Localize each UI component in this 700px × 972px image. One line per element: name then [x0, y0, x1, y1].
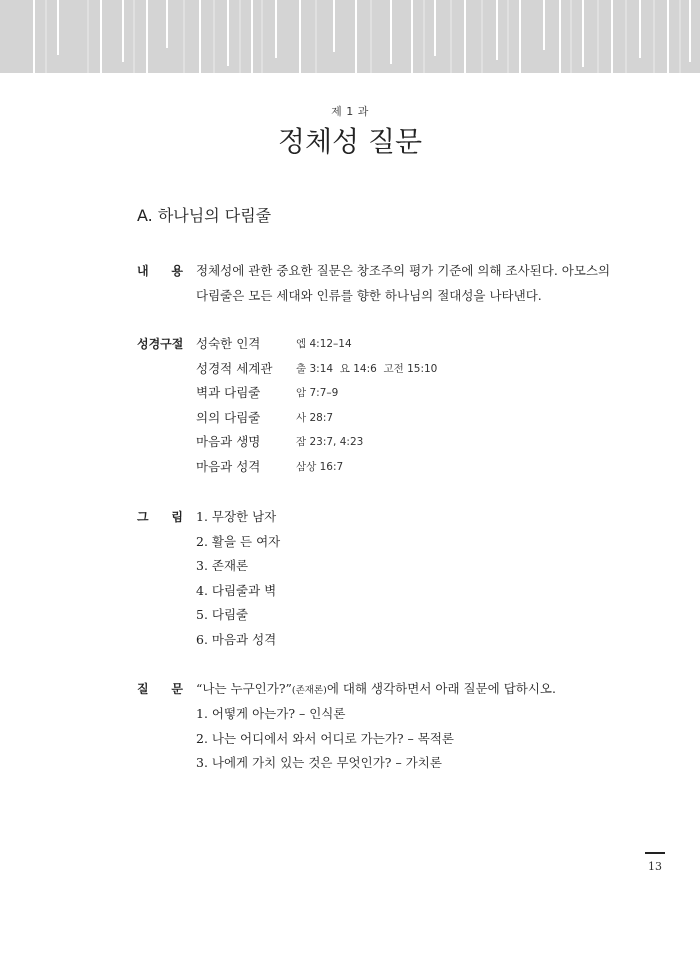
decorative-stripes [0, 0, 700, 73]
scripture-topic: 의의 다림줄 [196, 410, 261, 425]
picture-item: 3. 존재론 [196, 558, 249, 573]
questions-intro-quote: “나는 누구인가?” [196, 681, 292, 696]
content-line: 다림줄은 모든 세대와 인류를 향한 하나님의 절대성을 나타낸다. [196, 288, 542, 303]
scripture-ref: 암 7:7–9 [296, 387, 339, 399]
question-item: 2. 나는 어디에서 와서 어디로 가는가? – 목적론 [196, 731, 454, 746]
section-heading: A. 하나님의 다림줄 [137, 206, 272, 225]
scripture-topic: 마음과 성격 [196, 459, 261, 474]
content-label [137, 262, 183, 279]
scripture-topic: 벽과 다림줄 [196, 385, 261, 400]
picture-item: 4. 다림줄과 벽 [196, 583, 277, 598]
picture-item: 2. 활을 든 여자 [196, 534, 281, 549]
content-label-char: 내 [137, 264, 149, 278]
scripture-topic: 성경적 세계관 [196, 361, 273, 376]
scripture-label: 성경구절 [137, 337, 184, 351]
picture-item: 6. 마음과 성격 [196, 632, 277, 647]
questions-label [137, 680, 183, 697]
scripture-topic: 마음과 생명 [196, 434, 261, 449]
scripture-ref: 출 3:14 요 14:6 고전 15:10 [296, 363, 438, 375]
pictures-label-char: 그 [137, 510, 149, 524]
scripture-ref: 사 28:7 [296, 412, 334, 424]
picture-item: 5. 다림줄 [196, 607, 249, 622]
pictures-label-char: 림 [171, 510, 183, 524]
content-line: 정체성에 관한 중요한 질문은 창조주의 평가 기준에 의해 조사된다. 아모스의 [196, 263, 611, 278]
questions-intro-rest: 에 대해 생각하면서 아래 질문에 답하시오. [326, 681, 556, 696]
questions-label-char: 문 [171, 682, 183, 696]
questions-intro [196, 679, 556, 697]
header-banner [0, 0, 700, 73]
scripture-ref: 잠 23:7, 4:23 [296, 436, 364, 448]
questions-label-char: 질 [137, 682, 149, 696]
picture-item: 1. 무장한 남자 [196, 509, 277, 524]
question-item: 1. 어떻게 아는가? – 인식론 [196, 706, 346, 721]
lesson-label: 제 1 과 [331, 105, 369, 118]
scripture-ref: 삼상 16:7 [296, 461, 344, 473]
scripture-topic: 성숙한 인격 [196, 336, 261, 351]
scripture-ref: 엡 4:12–14 [296, 338, 352, 350]
page-number: 13 [648, 860, 662, 873]
questions-intro-note: (존재론) [291, 685, 327, 696]
pictures-label [137, 508, 183, 525]
content-label-char: 용 [171, 264, 183, 278]
page-title: 정체성 질문 [277, 125, 423, 158]
question-item: 3. 나에게 가치 있는 것은 무엇인가? – 가치론 [196, 755, 442, 770]
page-number-rule [645, 852, 665, 854]
